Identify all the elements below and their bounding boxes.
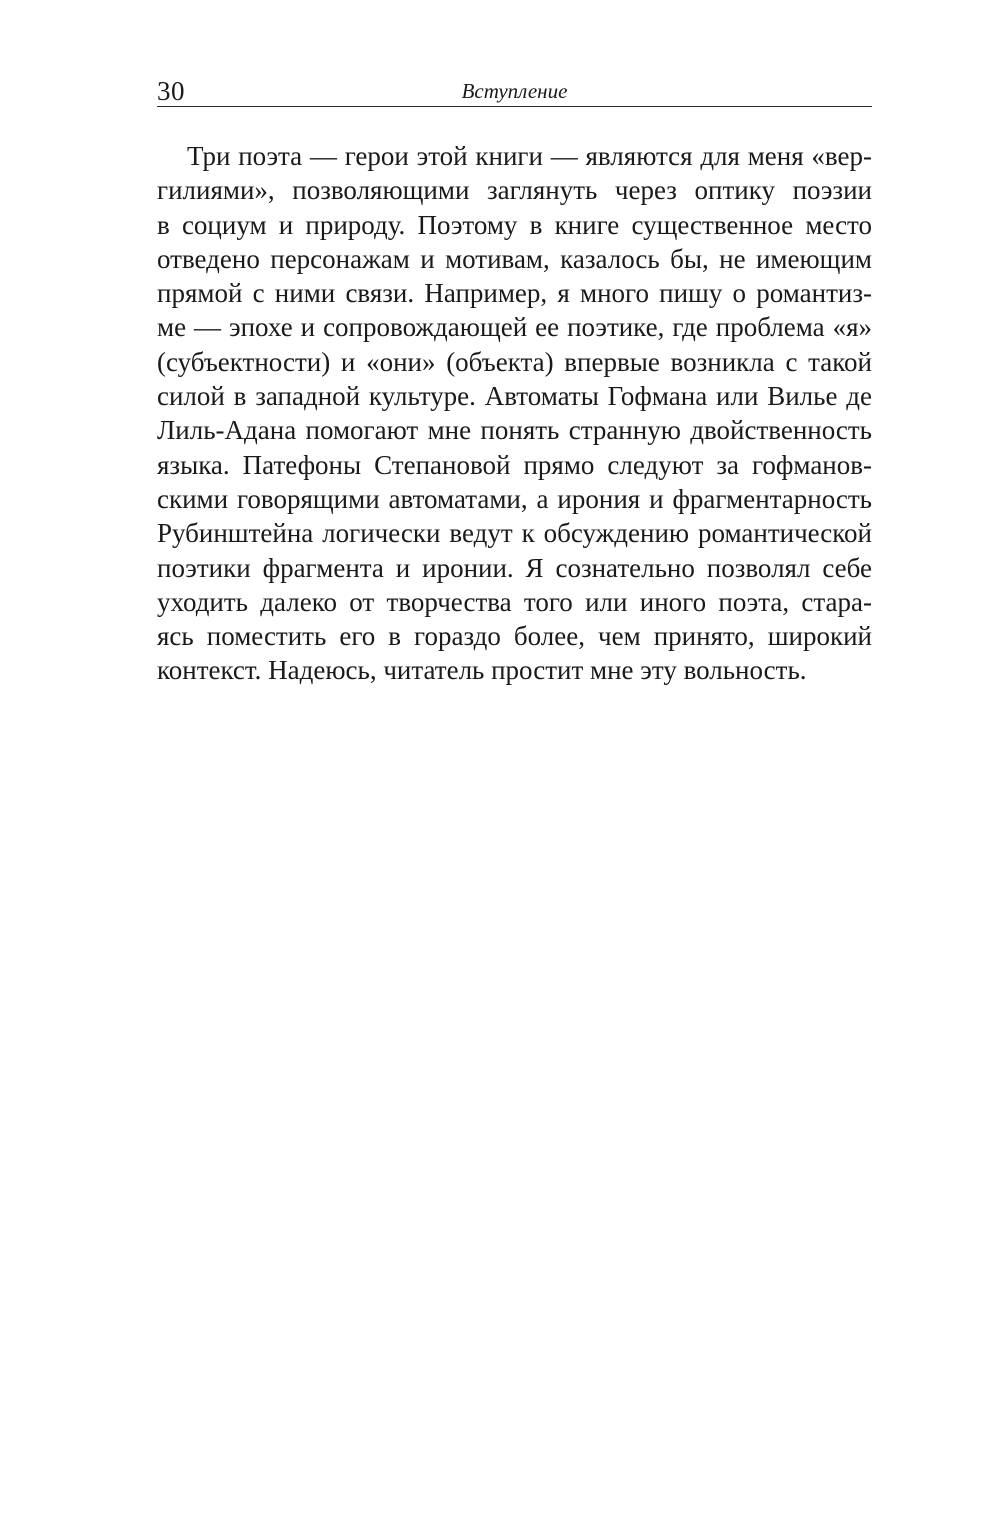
body-paragraph bbox=[157, 139, 872, 688]
text-line: (субъектности) и «они» (объекта) впервые возникла с такой bbox=[157, 346, 872, 377]
running-head bbox=[157, 72, 872, 108]
text-line: контекст. Надеюсь, читатель простит мне эту вольность. bbox=[157, 655, 807, 686]
text-line: отведено персонажам и мотивам, казалось бы, не имеющим bbox=[157, 243, 872, 274]
text-line: гилиями», позволяющими заглянуть через оптику поэзии bbox=[157, 175, 872, 206]
text-line: силой в западной культуре. Автоматы Гофмана или Вилье де bbox=[157, 381, 872, 412]
section-title: Вступление bbox=[461, 79, 568, 103]
text-line: Рубинштейна логически ведут к обсуждению романтической bbox=[157, 518, 872, 549]
page-number: 30 bbox=[157, 76, 185, 106]
text-line: Три поэта — герои этой книги — являются для меня «вер- bbox=[187, 141, 872, 171]
text-line: ме — эпохе и сопровождающей ее поэтике, где проблема «я» bbox=[157, 312, 872, 343]
text-line: скими говорящими автоматами, а ирония и фрагментарность bbox=[157, 483, 872, 514]
text-line: ясь поместить его в гораздо более, чем принято, широкий bbox=[157, 621, 872, 652]
header-rule bbox=[157, 106, 872, 107]
text-line: уходить далеко от творчества того или иного поэта, стара- bbox=[157, 586, 872, 617]
text-line: языка. Патефоны Степановой прямо следуют за гофманов- bbox=[157, 449, 872, 480]
text-line: поэтики фрагмента и иронии. Я сознательно позволял себе bbox=[157, 552, 872, 583]
text-line: в социум и природу. Поэтому в книге существенное место bbox=[157, 209, 872, 240]
text-line: прямой с ними связи. Например, я много пишу о романтиз- bbox=[157, 278, 872, 309]
text-line: Лиль-Адана помогают мне понять странную двойственность bbox=[157, 415, 872, 446]
